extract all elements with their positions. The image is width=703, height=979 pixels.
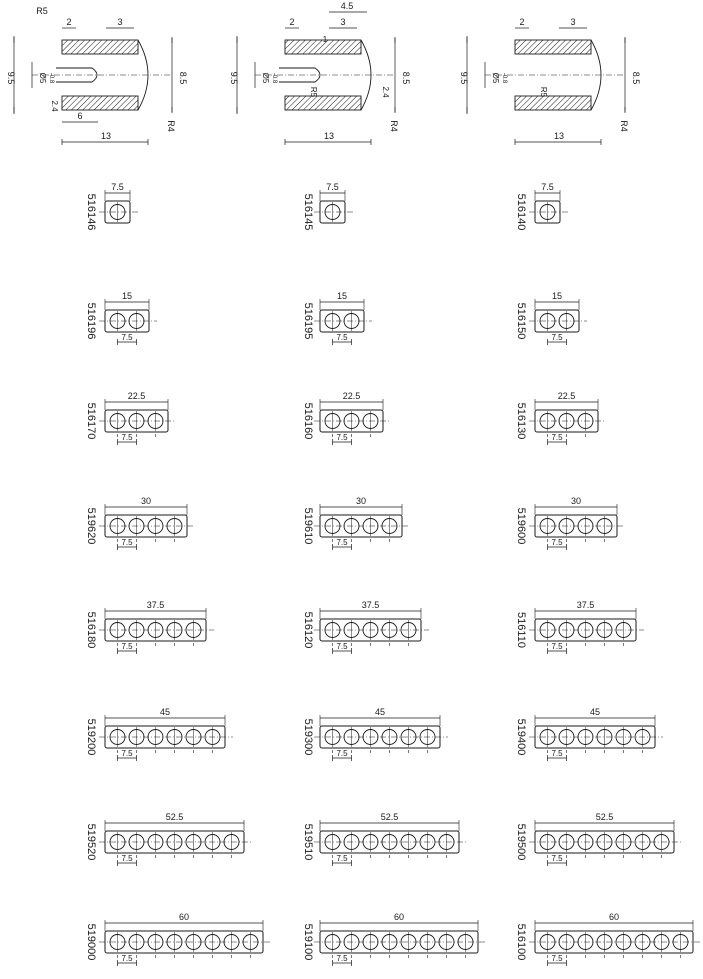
part-code: 516140 — [515, 193, 527, 231]
part-code: 516120 — [302, 611, 314, 649]
pitch-label: 7.5 — [336, 954, 348, 963]
dim-total-length: 13 — [323, 131, 335, 141]
part-code: 519610 — [302, 507, 314, 545]
length-label: 37.5 — [361, 600, 380, 610]
part-code: 519300 — [302, 718, 314, 756]
length-label: 45 — [589, 707, 601, 717]
dim-bottom-gap: 2.4 — [50, 100, 59, 112]
dim-radius-bottom: R4 — [389, 120, 399, 132]
variant-519620 — [85, 496, 195, 550]
dim-radius-bottom: R4 — [619, 120, 629, 132]
profile-section-1 — [6, 6, 188, 145]
length-label: 60 — [608, 912, 620, 922]
dim-top-right: 3 — [117, 17, 123, 27]
part-code: 519100 — [302, 923, 314, 961]
variant-516120 — [302, 600, 429, 654]
pitch-label: 7.5 — [121, 642, 133, 651]
variant-519100 — [302, 912, 486, 966]
pitch-label: 7.5 — [336, 333, 348, 342]
variant-516150 — [515, 291, 587, 345]
pitch-label: 7.5 — [336, 433, 348, 442]
part-code: 519600 — [515, 507, 527, 545]
dim-top-left: 2 — [519, 17, 525, 27]
dim-right-height: 8.5 — [401, 71, 411, 85]
dim-right-height: 8.5 — [178, 71, 188, 85]
dim-radius-bottom: R4 — [166, 120, 176, 132]
variant-519300 — [302, 707, 448, 761]
variant-516100 — [515, 912, 701, 966]
pitch-label: 7.5 — [121, 954, 133, 963]
variant-516170 — [85, 391, 176, 445]
profile-sections — [6, 1, 641, 145]
pitch-label: 7.5 — [551, 433, 563, 442]
dim-radius-top: R5 — [36, 6, 48, 16]
length-label: 15 — [121, 291, 133, 301]
part-code: 519000 — [85, 923, 97, 961]
dim-total-length: 13 — [100, 131, 112, 141]
length-label: 7.5 — [111, 182, 124, 192]
length-label: 30 — [355, 496, 367, 506]
variant-516146 — [85, 182, 138, 230]
pitch-label: 7.5 — [121, 854, 133, 863]
length-label: 52.5 — [595, 812, 614, 822]
part-code: 516100 — [515, 923, 527, 961]
pitch-label: 7.5 — [551, 854, 563, 863]
profile-section-3 — [459, 17, 641, 145]
length-label: 52.5 — [380, 812, 399, 822]
dim-bore: Ø5 — [38, 72, 47, 84]
part-code: 519620 — [85, 507, 97, 545]
part-code: 516150 — [515, 302, 527, 340]
length-label: 45 — [159, 707, 171, 717]
part-code: 516146 — [85, 193, 97, 231]
part-code: 519500 — [515, 823, 527, 861]
variant-519500 — [515, 812, 682, 866]
lower-wall — [515, 96, 591, 110]
length-label: 37.5 — [146, 600, 165, 610]
pitch-label: 7.5 — [121, 749, 133, 758]
length-label: 22.5 — [557, 391, 576, 401]
dim-top-right: 3 — [340, 17, 346, 27]
dim-total-length: 13 — [553, 131, 565, 141]
variant-516110 — [515, 600, 644, 654]
variant-516160 — [302, 391, 391, 445]
dim-bore-tolerance: -0.8 — [48, 72, 54, 84]
variant-516195 — [302, 291, 372, 345]
length-label: 22.5 — [342, 391, 361, 401]
variant-516130 — [515, 391, 606, 445]
length-label: 52.5 — [165, 812, 184, 822]
pitch-label: 7.5 — [121, 538, 133, 547]
part-code: 516196 — [85, 302, 97, 340]
dim-radius-inner: R5 — [309, 86, 318, 98]
pitch-label: 7.5 — [336, 642, 348, 651]
dim-top-left: 2 — [66, 17, 72, 27]
part-code: 519520 — [85, 823, 97, 861]
part-code: 519200 — [85, 718, 97, 756]
dim-top-left: 2 — [289, 17, 295, 27]
dim-bore: Ø5 — [491, 72, 500, 84]
pitch-label: 7.5 — [336, 538, 348, 547]
part-code: 516130 — [515, 402, 527, 440]
part-code: 516180 — [85, 611, 97, 649]
pitch-label: 7.5 — [551, 642, 563, 651]
variant-519600 — [515, 496, 625, 550]
variant-519510 — [302, 812, 467, 866]
pitch-label: 7.5 — [121, 333, 133, 342]
length-label: 7.5 — [326, 182, 339, 192]
dim-top-total: 4.5 — [340, 1, 354, 11]
variant-519000 — [85, 912, 271, 966]
part-variants — [85, 182, 701, 966]
dim-radius-inner: R5 — [539, 86, 548, 98]
length-label: 45 — [374, 707, 386, 717]
variant-516140 — [515, 182, 568, 230]
pitch-label: 7.5 — [551, 538, 563, 547]
lower-wall — [285, 96, 361, 110]
lower-wall — [62, 96, 138, 110]
dim-overall-height: 9.5 — [229, 71, 239, 85]
length-label: 30 — [570, 496, 582, 506]
dim-overall-height: 9.5 — [459, 71, 469, 85]
pitch-label: 7.5 — [551, 749, 563, 758]
pitch-label: 7.5 — [336, 854, 348, 863]
pitch-label: 7.5 — [551, 333, 563, 342]
variant-519520 — [85, 812, 252, 866]
dim-bore: Ø5 — [261, 72, 270, 84]
part-code: 516160 — [302, 402, 314, 440]
variant-519400 — [515, 707, 663, 761]
pitch-label: 7.5 — [551, 954, 563, 963]
dim-slot-length: 6 — [77, 111, 83, 121]
profile-section-2 — [229, 1, 411, 145]
variant-519200 — [85, 707, 233, 761]
part-code: 516170 — [85, 402, 97, 440]
pitch-label: 7.5 — [121, 433, 133, 442]
dim-bore-tolerance: -0.8 — [501, 72, 507, 84]
part-code: 519400 — [515, 718, 527, 756]
upper-wall — [62, 40, 138, 54]
length-label: 7.5 — [541, 182, 554, 192]
length-label: 22.5 — [127, 391, 146, 401]
dim-overall-height: 9.5 — [6, 71, 16, 85]
variant-516196 — [85, 291, 157, 345]
part-code: 519510 — [302, 823, 314, 861]
part-code: 516145 — [302, 193, 314, 231]
length-label: 60 — [393, 912, 405, 922]
length-label: 60 — [178, 912, 190, 922]
part-code: 516110 — [515, 612, 527, 648]
dim-right-height: 8.5 — [631, 71, 641, 85]
variant-516145 — [302, 182, 353, 230]
length-label: 30 — [140, 496, 152, 506]
dim-right-gap: 2.4 — [381, 86, 390, 98]
variant-516180 — [85, 600, 214, 654]
dim-top-right: 3 — [570, 17, 576, 27]
dim-small: 1 — [322, 35, 328, 44]
pitch-label: 7.5 — [336, 749, 348, 758]
length-label: 15 — [336, 291, 348, 301]
variant-519610 — [302, 496, 410, 550]
upper-wall — [515, 40, 591, 54]
part-code: 516195 — [302, 302, 314, 340]
length-label: 15 — [551, 291, 563, 301]
length-label: 37.5 — [576, 600, 595, 610]
dim-bore-tolerance: -0.8 — [271, 72, 277, 84]
